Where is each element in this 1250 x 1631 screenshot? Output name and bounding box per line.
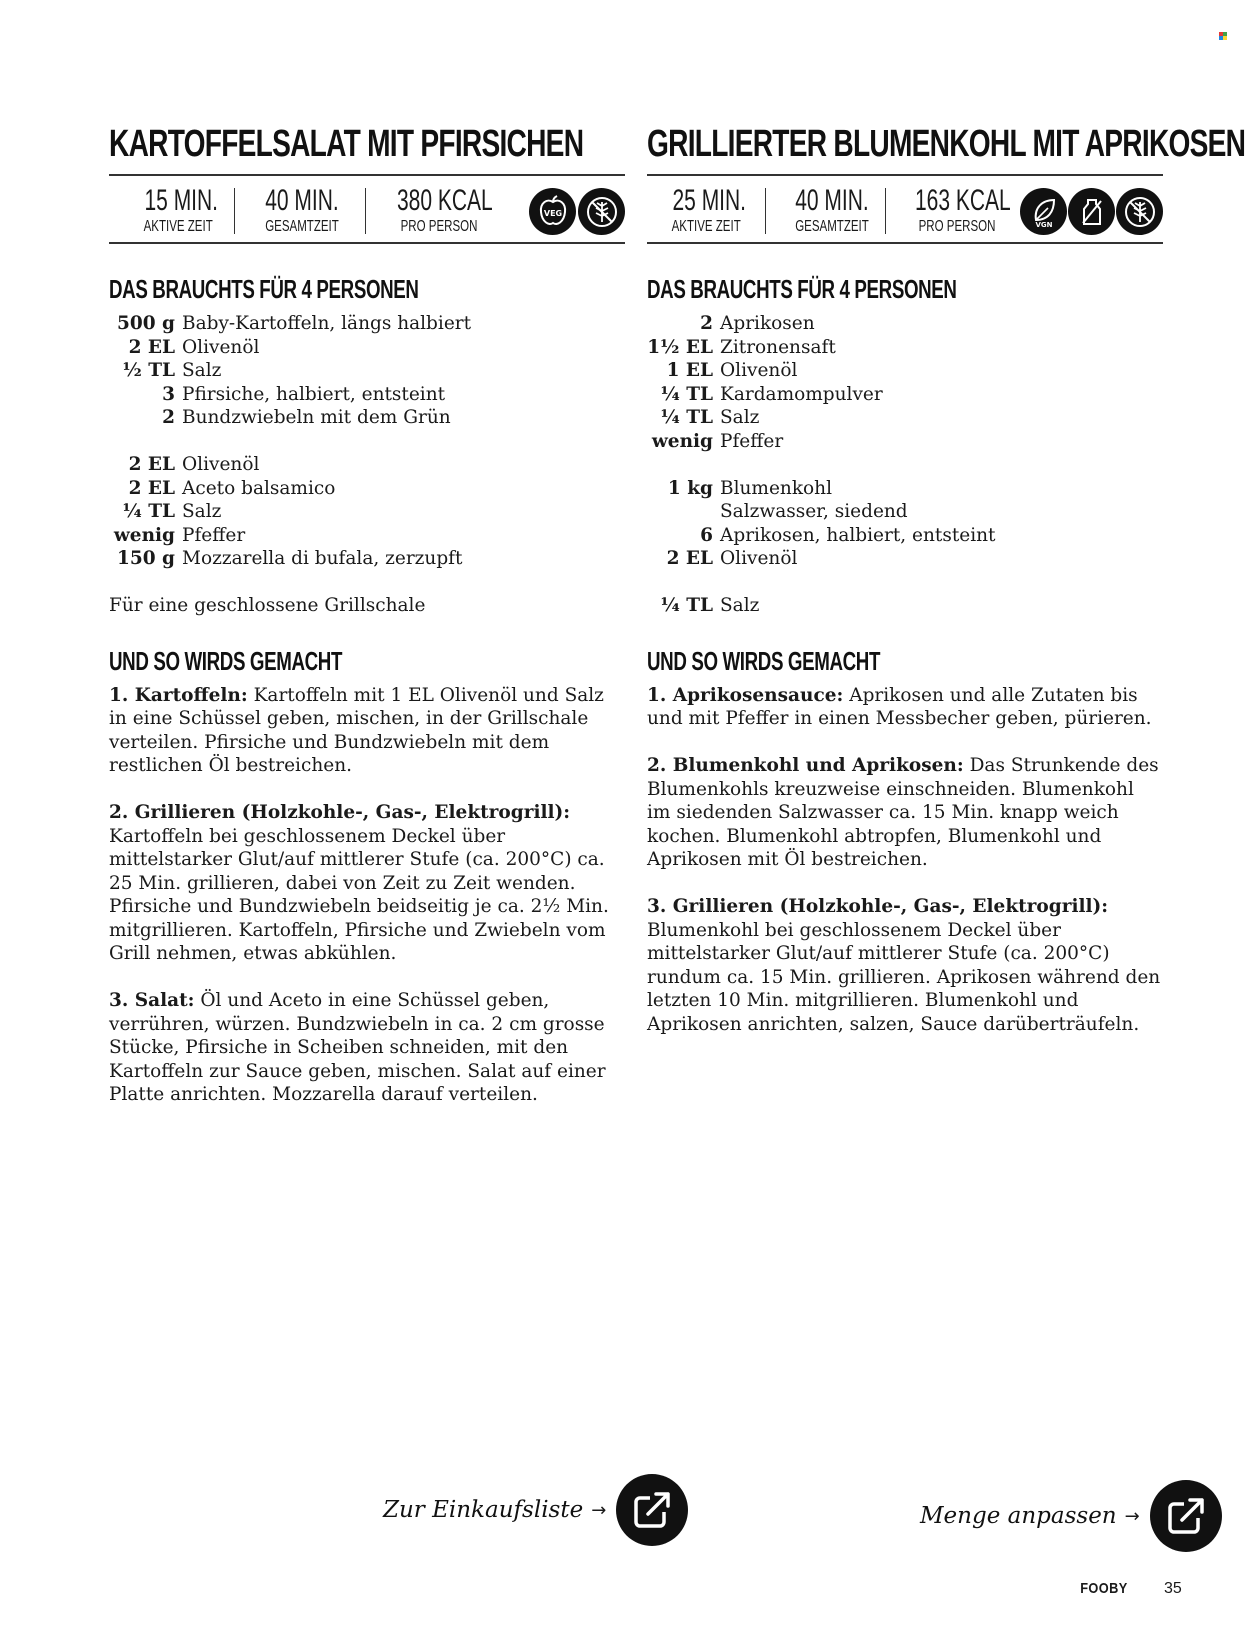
ingredient-list: [109, 312, 625, 571]
ingredient-row: 6 Aprikosen, halbiert, entsteint: [700, 524, 996, 546]
arrow-right-icon: →: [591, 1499, 607, 1521]
ingredient-row: 2 EL Aceto balsamico: [128, 477, 336, 499]
page-footer: [1076, 1580, 1182, 1598]
svg-text:VEG: VEG: [543, 208, 562, 218]
calories: 380 KCAL PRO PERSON: [397, 184, 493, 235]
ingredient-row: Salzwasser, siedend: [720, 501, 908, 522]
divider: [234, 188, 235, 234]
ingredient-row: 2 EL Olivenöl: [128, 454, 260, 475]
ingredient-spacer: [647, 453, 1163, 477]
ingredient-row: 2 Bundzwiebeln mit dem Grün: [162, 407, 451, 428]
divider: [365, 188, 366, 234]
brand-logo: FOOBY: [1080, 1580, 1128, 1597]
lactose-free-icon: [1068, 188, 1115, 235]
ingredient-row: ½ TL Salz: [122, 360, 222, 381]
arrow-right-icon: →: [1124, 1505, 1140, 1527]
method-heading: UND SO WIRDS GEMACHT: [109, 645, 343, 676]
recipe-title: KARTOFFELSALAT MIT PFIRSICHEN: [109, 123, 584, 165]
method-step: 3. Grillieren (Holzkohle-, Gas-, Elektrogrill): Blumenkohl bei geschlossenem Deckel über mittelstarker Glut/auf mittlerer Stufe (ca. 200°C) rundum ca. 15 Min. grillieren. Aprikosen während den letzten 10 Min. mitgrillieren. Blumenkohl und Aprikosen anrichten, salzen, Sauce darüberträufeln.: [647, 896, 1161, 1035]
external-link-icon[interactable]: [1150, 1480, 1222, 1552]
total-time: 40 MIN. GESAMTZEIT: [795, 184, 869, 235]
ingredient-row: 1 kg Blumenkohl: [667, 477, 833, 499]
recipe-title: GRILLIERTER BLUMENKOHL MIT APRIKOSEN: [647, 123, 1246, 165]
vegetarian-icon: [529, 188, 576, 235]
method-step: 1. Aprikosensauce: Aprikosen und alle Zutaten bis und mit Pfeffer in einen Messbecher geben, pürieren.: [647, 684, 1152, 729]
active-time: 15 MIN. AKTIVE ZEIT: [143, 184, 219, 235]
ingredient-row: 2 EL Olivenöl: [128, 336, 260, 358]
ingredient-row: 500 g Baby-Kartoffeln, längs halbiert: [117, 313, 472, 334]
recipe-meta: [647, 174, 1163, 244]
recipe-kartoffelsalat: [109, 118, 625, 1130]
gluten-free-icon: [1116, 188, 1163, 235]
ingredients-heading: DAS BRAUCHTS FÜR 4 PERSONEN: [109, 274, 419, 304]
recipe-meta: [109, 174, 625, 244]
external-link-icon[interactable]: [616, 1474, 688, 1546]
ingredient-row: ¼ TL Salz: [660, 595, 760, 616]
total-time: 40 MIN. GESAMTZEIT: [265, 184, 339, 235]
ingredient-row: ¼ TL Kardamompulver: [660, 383, 883, 405]
ingredient-spacer: [109, 430, 625, 454]
gluten-free-icon: [578, 188, 625, 235]
divider: [885, 188, 886, 234]
method-step: 2. Grillieren (Holzkohle-, Gas-, Elektrogrill): Kartoffeln bei geschlossenem Deckel über mittelstarker Glut/auf mittlerer Stufe (ca. 200°C) ca. 25 Min. grillieren, dabei von Zeit zu Zeit wenden. Pfirsiche und Bundzwiebeln beidseitig je ca. 2½ Min. mitgrillieren. Kartoffeln, Pfirsiche und Zwiebeln vom Grill nehmen, etwas abkühlen.: [109, 802, 609, 964]
ingredient-row: 1 EL Olivenöl: [666, 360, 798, 381]
method-step: 1. Kartoffeln: Kartoffeln mit 1 EL Olivenöl und Salz in eine Schüssel geben, mischen, in der Grillschale verteilen. Pfirsiche und Bundzwiebeln mit dem restlichen Öl bestreichen.: [109, 684, 604, 776]
adjust-quantity-label: Menge anpassen: [920, 1503, 1117, 1529]
recipe-blumenkohl: [647, 118, 1246, 1060]
method-steps: [647, 684, 1163, 1037]
shopping-list-label: Zur Einkaufsliste: [383, 1497, 584, 1523]
method-heading: UND SO WIRDS GEMACHT: [647, 645, 881, 676]
ingredient-row: ¼ TL Salz: [122, 501, 222, 522]
ingredients-heading: DAS BRAUCHTS FÜR 4 PERSONEN: [647, 274, 957, 304]
ingredient-row: ¼ TL Salz: [660, 407, 760, 428]
ingredient-row: wenig Pfeffer: [651, 430, 784, 452]
ingredient-list: [647, 312, 1163, 618]
divider: [765, 188, 766, 234]
active-time: 25 MIN. AKTIVE ZEIT: [671, 184, 747, 235]
method-step: 2. Blumenkohl und Aprikosen: Das Strunkende des Blumenkohls kreuzweise einschneiden. Blumenkohl im siedenden Salzwasser ca. 15 Min. knapp weich kochen. Blumenkohl abtropfen, Blumenkohl und Aprikosen mit Öl bestreichen.: [647, 755, 1159, 870]
ingredient-row: wenig Pfeffer: [113, 524, 246, 546]
method-step: 3. Salat: Öl und Aceto in eine Schüssel geben, verrühren, würzen. Bundzwiebeln in ca. 2 cm grosse Stücke, Pfirsiche in Scheiben schneiden, mit den Kartoffeln zur Sauce geben, mischen. Salat auf einer Platte anrichten. Mozzarella darauf verteilen.: [109, 990, 606, 1105]
shopping-list-link[interactable]: [383, 1474, 688, 1546]
ingredient-row: 2 Aprikosen: [700, 313, 815, 334]
ingredient-row: 3 Pfirsiche, halbiert, entsteint: [162, 383, 446, 405]
ingredient-row: 2 EL Olivenöl: [666, 548, 798, 569]
ingredient-row: 150 g Mozzarella di bufala, zerzupft: [117, 548, 463, 569]
ingredient-spacer: [647, 571, 1163, 595]
page-number: 35: [1164, 1580, 1182, 1597]
equipment-note: Für eine geschlossene Grillschale: [109, 595, 426, 616]
print-color-mark: [1219, 32, 1227, 40]
method-steps: [109, 684, 625, 1107]
vegan-icon: [1020, 188, 1067, 235]
svg-text:VGN: VGN: [1034, 220, 1053, 229]
calories: 163 KCAL PRO PERSON: [915, 184, 1011, 235]
ingredient-row: 1½ EL Zitronensaft: [647, 336, 836, 358]
adjust-quantity-link[interactable]: [920, 1480, 1222, 1552]
